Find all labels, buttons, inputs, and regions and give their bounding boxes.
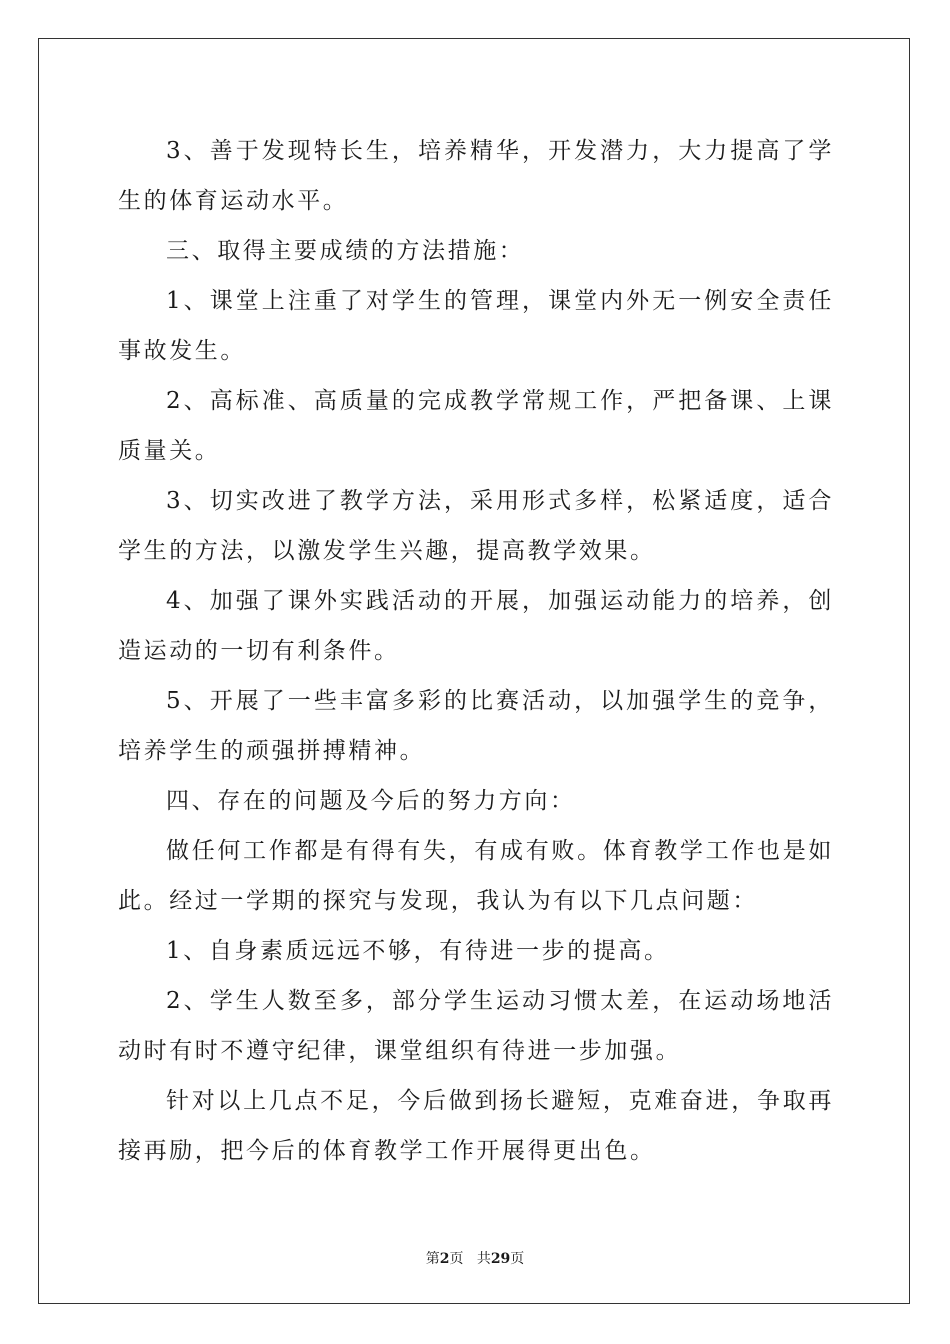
paragraph: 4、加强了课外实践活动的开展，加强运动能力的培养，创造运动的一切有利条件。 <box>118 588 834 664</box>
paragraph: 针对以上几点不足，今后做到扬长避短，克难奋进，争取再接再励，把今后的体育教学工作开展得更出色。 <box>118 1088 834 1164</box>
paragraph: 3、善于发现特长生，培养精华，开发潜力，大力提高了学生的体育运动水平。 <box>118 138 834 214</box>
paragraph: 5、开展了一些丰富多彩的比赛活动，以加强学生的竞争，培养学生的顽强拼搏精神。 <box>118 688 834 764</box>
paragraph: 2、高标准、高质量的完成教学常规工作，严把备课、上课质量关。 <box>118 388 834 464</box>
page-suffix: 页 <box>449 1251 464 1267</box>
paragraph: 1、课堂上注重了对学生的管理，课堂内外无一例安全责任事故发生。 <box>118 288 834 364</box>
document-body <box>118 126 834 1176</box>
page-number: 2 <box>439 1251 450 1267</box>
paragraph: 3、切实改进了教学方法，采用形式多样，松紧适度，适合学生的方法，以激发学生兴趣，提高教学效果。 <box>118 488 834 564</box>
total-suffix: 页 <box>510 1251 525 1267</box>
paragraph: 2、学生人数至多，部分学生运动习惯太差，在运动场地活动时有时不遵守纪律，课堂组织有待进一步加强。 <box>118 988 834 1064</box>
section-heading: 三、取得主要成绩的方法措施： <box>166 238 525 264</box>
page-prefix: 第 <box>425 1251 440 1267</box>
paragraph: 做任何工作都是有得有失，有成有败。体育教学工作也是如此。经过一学期的探究与发现，我认为有以下几点问题： <box>118 838 834 914</box>
page-footer <box>0 1248 950 1268</box>
section-heading: 四、存在的问题及今后的努力方向： <box>166 788 576 814</box>
total-pages: 29 <box>490 1251 511 1267</box>
paragraph: 1、自身素质远远不够，有待进一步的提高。 <box>166 938 670 964</box>
total-prefix: 共 <box>476 1251 491 1267</box>
